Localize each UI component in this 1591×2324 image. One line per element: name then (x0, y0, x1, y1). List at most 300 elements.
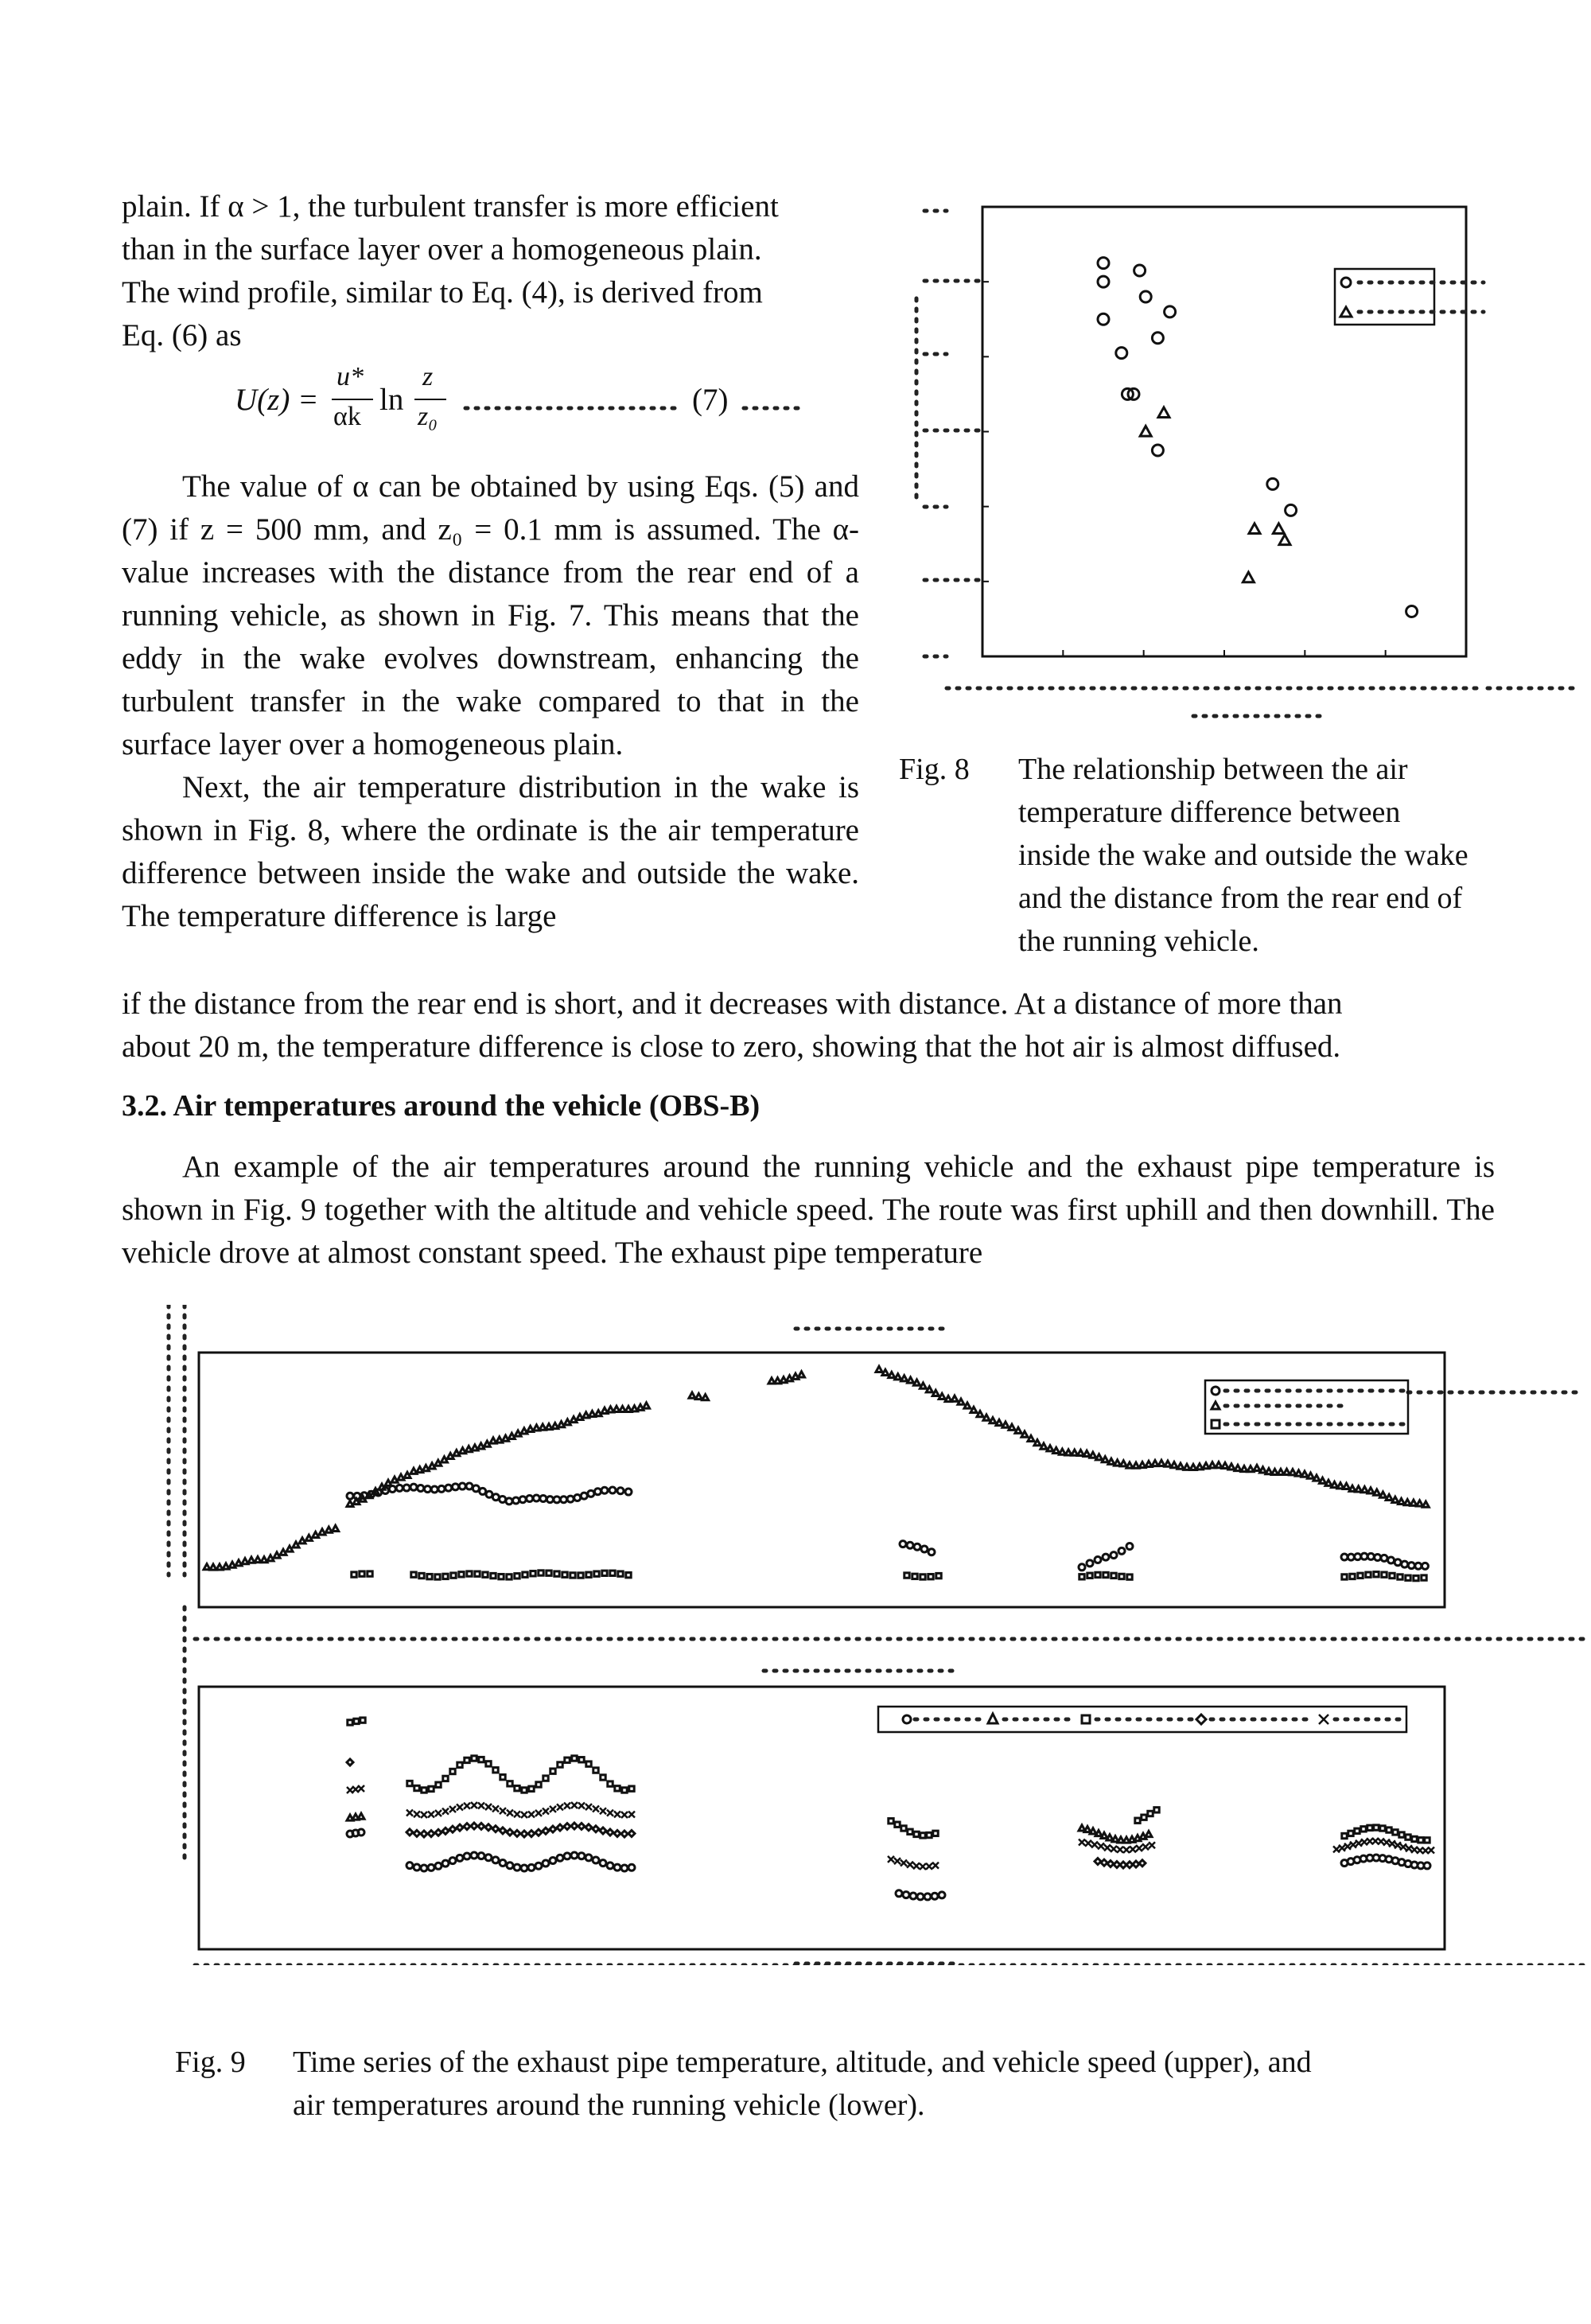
fig9-air-temp-point (535, 1863, 542, 1869)
fig9-altitude-point (1096, 1454, 1103, 1460)
fig8-point (1098, 258, 1109, 269)
fig9-speed-point (1087, 1573, 1092, 1578)
fig9-air-temp-point (564, 1803, 570, 1809)
fig9-speed-point (1119, 1574, 1124, 1579)
fig9-air-temp-point (347, 1759, 353, 1765)
fig9-exhaust-point (900, 1541, 906, 1547)
fig9-altitude-point (1296, 1470, 1302, 1476)
fig9-air-temp-point (607, 1829, 613, 1835)
fig9-air-temp-point (1154, 1808, 1159, 1812)
fig9-exhaust-point (554, 1497, 560, 1503)
fig9-air-temp-point (442, 1828, 449, 1834)
fig9-exhaust-point (540, 1495, 547, 1501)
fig9-air-temp-point (564, 1824, 570, 1830)
fig9-altitude-point (1041, 1443, 1047, 1449)
fig9-lower-legend (878, 1707, 1406, 1732)
fig9-lower-legend-marker-square (1082, 1715, 1090, 1723)
fig9-altitude-point (908, 1377, 914, 1383)
fig9-speed-point (928, 1574, 933, 1579)
fig9-speed-point (936, 1573, 941, 1578)
fig9-exhaust-point (1388, 1557, 1395, 1563)
fig9-altitude-point (210, 1564, 216, 1570)
fig9-air-temp-point (347, 1787, 353, 1793)
fig8-point (1158, 407, 1169, 418)
fig8-point (1406, 606, 1418, 617)
fig9-air-temp-point (464, 1853, 470, 1859)
fig9-altitude-point (1417, 1501, 1423, 1506)
fig9-speed-point (1079, 1575, 1084, 1579)
fig9-air-temp-point (557, 1804, 563, 1810)
fig9-air-temp-point (414, 1785, 419, 1790)
fig9-altitude-point (932, 1390, 939, 1396)
fig9-air-temp-point (1424, 1863, 1430, 1869)
fig9-chart (0, 1305, 1591, 1965)
fig9-air-temp-point (1101, 1832, 1107, 1838)
fig9-exhaust-point (418, 1485, 424, 1492)
fig9-altitude-point (1266, 1468, 1272, 1473)
fig9-air-temp-point (608, 1781, 613, 1786)
fig9-exhaust-point (907, 1542, 913, 1548)
fig9-air-temp-point (1107, 1835, 1113, 1840)
fig9-exhaust-point (601, 1487, 608, 1493)
fig9-air-temp-point (1418, 1838, 1423, 1843)
fig9-air-temp-point (564, 1853, 570, 1859)
fig9-air-temp-point (492, 1857, 499, 1863)
fig9-air-temp-point (572, 1756, 577, 1761)
text-line: if the distance from the rear end is short, and it decreases with distance. At a distance of more than (122, 987, 1343, 1021)
fig9-air-temp-point (500, 1808, 506, 1814)
fig9-air-temp-point (908, 1829, 912, 1834)
fig9-altitude-point (1034, 1440, 1041, 1446)
equation-numerator-1: u* (336, 362, 364, 391)
fig9-air-temp-point (1374, 1825, 1379, 1830)
fig9-air-temp-point (485, 1824, 492, 1831)
fig9-exhaust-point (389, 1485, 395, 1492)
fig9-air-temp-point (485, 1855, 492, 1861)
fig9-air-temp-point (407, 1781, 412, 1785)
fig9-speed-point (515, 1574, 519, 1579)
fig9-air-temp-point (449, 1858, 456, 1864)
fig9-speed-point (1111, 1573, 1116, 1578)
fig9-air-temp-point (435, 1863, 442, 1869)
fig9-air-temp-point (1425, 1838, 1430, 1843)
fig9-altitude-point (1349, 1485, 1356, 1491)
fig9-altitude-point (1047, 1446, 1053, 1451)
fig8-point (1267, 478, 1278, 489)
fig9-speed-point (360, 1571, 364, 1576)
fig9-altitude-point (1332, 1481, 1338, 1487)
fig9-altitude-point (1108, 1458, 1114, 1464)
equation-denominator-2: z₀ (418, 402, 438, 431)
fig9-air-temp-point (1107, 1861, 1114, 1867)
fig9-lower-plot-frame (199, 1687, 1445, 1949)
fig9-air-temp-point (593, 1768, 598, 1773)
fig9-air-temp-point (629, 1786, 634, 1791)
fig9-air-temp-point (1091, 1841, 1098, 1847)
fig9-air-temp-point (535, 1810, 542, 1816)
fig9-altitude-point (1313, 1475, 1320, 1481)
fig9-speed-point (1127, 1575, 1132, 1579)
fig9-air-temp-point (622, 1788, 627, 1793)
fig9-altitude-point (1308, 1473, 1314, 1478)
fig9-air-temp-point (550, 1806, 556, 1812)
fig9-air-temp-point (507, 1829, 513, 1835)
fig9-altitude-point (1126, 1462, 1133, 1468)
fig9-altitude-point (1398, 1498, 1405, 1504)
fig9-air-temp-point (348, 1720, 352, 1725)
fig9-altitude-point (1184, 1464, 1190, 1470)
fig9-exhaust-point (410, 1484, 417, 1490)
fig9-air-temp-point (1333, 1846, 1340, 1852)
fig9-altitude-point (1222, 1462, 1228, 1468)
fig9-speed-point (618, 1571, 623, 1576)
left-column-top (122, 185, 859, 357)
fig9-altitude-point (1177, 1463, 1184, 1469)
fig9-upper-legend-marker-circle (1212, 1387, 1220, 1395)
fig9-altitude-point (1241, 1466, 1247, 1471)
fig9-speed-point (507, 1575, 512, 1579)
fig9-altitude-point (939, 1393, 945, 1399)
fig9-air-temp-point (1123, 1847, 1130, 1853)
fig9-speed-point (1366, 1572, 1371, 1577)
fig9-speed-point (435, 1575, 440, 1579)
fig9-altitude-point (964, 1403, 971, 1408)
fig9-air-temp-point (628, 1864, 635, 1870)
fig9-air-temp-point (550, 1857, 556, 1863)
fig9-air-temp-point (907, 1862, 913, 1868)
fig9-exhaust-point (480, 1488, 486, 1494)
fig9-speed-point (562, 1572, 567, 1577)
fig9-speed-point (1342, 1575, 1347, 1579)
fig9-speed-point (920, 1575, 925, 1579)
paragraph: An example of the air temperatures around the running vehicle and the exhaust pipe temperature is shown in Fig. 9 together with the altitude and vehicle speed. The route was first uphill and then downhill. The vehicle drove at almost constant speed. The exhaust pipe temperature (122, 1150, 1495, 1270)
fig9-exhaust-point (1111, 1552, 1117, 1559)
fig9-exhaust-point (1367, 1553, 1374, 1559)
fig9-air-temp-point (571, 1823, 578, 1829)
fig9-air-temp-point (628, 1811, 635, 1817)
fig9-exhaust-point (347, 1493, 353, 1499)
fig9-upper-legend (1205, 1380, 1408, 1434)
fig9-air-temp-point (358, 1813, 364, 1819)
fig9-altitude-point (951, 1396, 958, 1401)
fig8-legend (1335, 269, 1484, 325)
fig9-air-temp-point (1389, 1840, 1395, 1847)
fig8-point (1249, 524, 1260, 534)
fig9-altitude-point (1392, 1497, 1398, 1502)
fig9-altitude-point (1216, 1462, 1222, 1468)
fig9-air-temp-point (457, 1824, 463, 1831)
fig9-exhaust-point (1408, 1563, 1414, 1569)
fig9-air-temp-point (939, 1892, 945, 1898)
fig9-air-temp-point (407, 1829, 413, 1835)
fig9-air-temp-point (621, 1865, 628, 1871)
fig9-speed-point (451, 1573, 456, 1578)
fig9-altitude-point (1422, 1501, 1429, 1507)
fig9-air-temp-point (414, 1811, 420, 1817)
fig9-speed-point (1406, 1575, 1410, 1580)
fig9-exhaust-point (1361, 1553, 1367, 1559)
fig9-air-temp-point (889, 1819, 893, 1824)
fig9-altitude-point (926, 1387, 932, 1392)
fig9-upper-legend-marker-square (1212, 1420, 1220, 1428)
fig9-air-temp-point (593, 1826, 599, 1832)
fig9-air-temp-point (528, 1864, 535, 1870)
fig9-air-temp-point (1079, 1839, 1085, 1846)
fig9-air-temp-point (1342, 1833, 1347, 1838)
fig8-point (1152, 333, 1163, 344)
fig9-speed-point (1414, 1575, 1418, 1580)
fig9-air-temp-point (1380, 1826, 1385, 1831)
fig9-air-temp-point (557, 1824, 563, 1831)
fig9-altitude-point (958, 1399, 964, 1404)
paragraph: The value of α can be obtained by using Eqs. (5) and (7) if z = 500 mm, and z₀ = 0.1 mm is assumed. The α-value increases with the distance from the rear end of a running vehicle, as shown in Fig. 7. This means that the eddy in the wake evolves downstream, enhancing the turbulent transfer in the wake compared to that in the surface layer over a homogeneous plain. (122, 469, 859, 761)
fig9-altitude-point (644, 1403, 650, 1408)
fig9-speed-point (368, 1571, 372, 1576)
fig9-air-temp-point (585, 1855, 592, 1861)
fig9-air-temp-point (457, 1855, 463, 1861)
fig9-air-temp-point (465, 1758, 469, 1762)
fig9-air-temp-point (600, 1860, 606, 1867)
fig9-air-temp-point (578, 1803, 585, 1809)
fig9-air-temp-point (1104, 1844, 1111, 1851)
fig9-altitude-point (1083, 1450, 1090, 1456)
fig9-air-temp-point (428, 1864, 434, 1870)
fig9-air-temp-point (600, 1808, 606, 1814)
fig9-altitude-point (695, 1393, 702, 1399)
fig9-air-temp-point (421, 1831, 427, 1837)
equation-numerator-2: z (422, 362, 434, 391)
fig9-air-temp-point (457, 1762, 462, 1767)
fig9-air-temp-point (1101, 1859, 1107, 1866)
fig9-air-temp-point (428, 1812, 434, 1818)
fig9-air-temp-point (1146, 1831, 1152, 1836)
fig9-speed-point (352, 1572, 356, 1577)
fig9-exhaust-point (914, 1543, 920, 1550)
fig9-exhaust-point (1348, 1554, 1354, 1560)
fig9-air-temp-point (910, 1893, 916, 1899)
fig9-air-temp-point (1111, 1846, 1117, 1852)
fig9-air-temp-point (500, 1859, 506, 1866)
fig9-exhaust-point (617, 1488, 624, 1494)
fig9-speed-point (626, 1572, 631, 1577)
fig9-speed-point (1095, 1572, 1100, 1577)
fig8-caption-text: The relationship between the air temperature difference between inside the wake and outside the wake and the distance from the rear end of the running vehicle. (1018, 753, 1468, 958)
fig9-air-temp-point (479, 1757, 484, 1761)
fig9-exhaust-point (1103, 1554, 1109, 1560)
fig9-caption-label: Fig. 9 (175, 2046, 246, 2079)
fig9-altitude-point (1120, 1461, 1126, 1466)
fig9-air-temp-point (485, 1804, 492, 1810)
fig8-point (1286, 504, 1297, 516)
fig9-speed-point (1390, 1573, 1395, 1578)
fig9-speed-point (904, 1573, 909, 1578)
fig9-air-temp-point (421, 1812, 427, 1818)
fig9-altitude-point (1102, 1457, 1108, 1462)
fig9-speed-point (610, 1571, 615, 1575)
fig9-air-temp-point (614, 1864, 620, 1870)
fig9-altitude-point (1165, 1461, 1171, 1466)
fig9-exhaust-point (1118, 1547, 1125, 1554)
fig9-altitude-point (1410, 1500, 1417, 1505)
fig8-axis-leader-dots (916, 211, 1575, 716)
fig8-point (1152, 445, 1163, 456)
fig9-air-temp-point (528, 1831, 535, 1837)
fig9-altitude-point (996, 1419, 1002, 1425)
fig9-speed-point (554, 1571, 559, 1576)
fig9-lower-legend-marker-cross (1319, 1715, 1328, 1724)
fig9-upper-legend-marker-triangle (1212, 1402, 1220, 1409)
fig9-altitude-point (876, 1366, 882, 1372)
fig9-air-temp-point (492, 1826, 499, 1832)
fig9-speed-point (411, 1572, 416, 1577)
fig9-air-temp-point (614, 1830, 620, 1836)
fig9-altitude-point (1361, 1487, 1367, 1493)
fig9-air-temp-point (358, 1829, 364, 1835)
fig9-altitude-point (1290, 1470, 1296, 1475)
fig9-air-temp-point (1355, 1828, 1360, 1833)
text-line: than in the surface layer over a homogeneous plain. (122, 232, 762, 267)
fig9-air-temp-point (565, 1758, 570, 1762)
fig9-air-temp-point (926, 1863, 932, 1870)
fig9-air-temp-point (443, 1776, 448, 1781)
fig9-air-temp-point (507, 1810, 513, 1816)
fig9-altitude-point (1254, 1465, 1260, 1470)
fig9-air-temp-point (607, 1863, 613, 1869)
fig9-air-temp-point (1383, 1839, 1390, 1846)
fig9-air-temp-point (478, 1802, 484, 1808)
fig9-air-temp-point (428, 1831, 434, 1837)
fig9-altitude-point (1053, 1447, 1060, 1453)
fig9-air-temp-point (1139, 1860, 1146, 1867)
fig9-air-temp-point (1350, 1842, 1356, 1848)
fig9-air-temp-point (521, 1831, 527, 1837)
fig9-air-temp-point (1148, 1811, 1153, 1816)
fig9-altitude-point (689, 1392, 695, 1398)
fig9-altitude-point (990, 1418, 996, 1423)
fig9-caption-line1: Time series of the exhaust pipe temperature, altitude, and vehicle speed (upper), and (293, 2046, 1312, 2079)
fig9-air-temp-point (578, 1853, 585, 1859)
fig9-speed-point (578, 1573, 583, 1578)
fig9-air-temp-point (894, 1858, 901, 1864)
fig9-air-temp-point (421, 1865, 427, 1871)
fig9-speed-point (1358, 1573, 1363, 1578)
fig9-air-temp-point (628, 1831, 635, 1837)
fig9-exhaust-point (425, 1486, 431, 1493)
fig8-legend-marker-triangle (1340, 307, 1352, 317)
fig9-altitude-point (1015, 1427, 1021, 1433)
fig9-altitude-point (1009, 1424, 1015, 1430)
fig9-altitude-point (398, 1474, 404, 1480)
fig9-exhaust-point (1395, 1559, 1401, 1566)
fig9-speed-point (1374, 1572, 1379, 1577)
fig9-air-temp-point (896, 1890, 902, 1897)
fig9-air-temp-point (600, 1828, 606, 1834)
fig9-air-temp-point (901, 1859, 907, 1866)
fig9-air-temp-point (585, 1804, 592, 1810)
fig9-altitude-point (1077, 1450, 1083, 1455)
fig9-altitude-point (333, 1525, 339, 1531)
fig9-air-temp-point (486, 1761, 491, 1766)
fig9-speed-point (1398, 1575, 1402, 1579)
fig9-speed-point (491, 1573, 496, 1578)
fig9-exhaust-point (396, 1485, 403, 1491)
fig9-air-temp-point (917, 1894, 924, 1900)
fig9-air-temp-point (1428, 1847, 1434, 1853)
fig9-exhaust-point (1355, 1554, 1361, 1560)
fig9-air-temp-point (550, 1826, 556, 1832)
fig9-air-temp-point (1090, 1828, 1096, 1834)
fig9-speed-point (443, 1574, 448, 1579)
fig9-exhaust-point (513, 1497, 519, 1504)
fig9-air-temp-point (1117, 1847, 1123, 1853)
fig9-air-temp-point (1095, 1859, 1101, 1865)
fig9-air-temp-point (472, 1756, 477, 1761)
fig9-exhaust-point (567, 1496, 574, 1502)
fig9-air-temp-point (888, 1856, 894, 1863)
fig9-exhaust-point (438, 1485, 445, 1492)
fig9-exhaust-point (594, 1489, 601, 1495)
fig9-speed-point (523, 1572, 527, 1577)
fig9-air-temp-point (471, 1802, 477, 1808)
fig9-air-temp-point (933, 1831, 938, 1835)
fig8-point (1273, 524, 1284, 534)
fig9-air-temp-point (1406, 1845, 1412, 1851)
fig9-air-temp-point (515, 1785, 519, 1790)
fig9-altitude-point (1301, 1471, 1308, 1477)
fig9-air-temp-point (1400, 1843, 1406, 1850)
fig9-altitude-point (1090, 1452, 1096, 1458)
fig9-altitude-point (1158, 1460, 1165, 1466)
fig9-air-temp-point (571, 1852, 578, 1859)
fig9-air-temp-point (578, 1823, 585, 1829)
fig9-lower-legend-marker-triangle (988, 1714, 998, 1723)
left-column-body (122, 465, 859, 938)
fig9-air-temp-point (1395, 1842, 1401, 1848)
fig9-air-temp-point (927, 1832, 932, 1837)
fig9-altitude-point (1379, 1492, 1386, 1497)
fig9-air-temp-point (1356, 1840, 1362, 1847)
fig9-air-temp-point (571, 1802, 578, 1808)
fig9-exhaust-point (1095, 1557, 1101, 1563)
fig8-plot-frame (982, 207, 1466, 656)
fig9-air-temp-point (1361, 1827, 1366, 1832)
fig9-speed-point (419, 1573, 424, 1578)
fig9-speed-point (467, 1571, 472, 1576)
fig9-speed-point (594, 1571, 599, 1576)
fig9-air-temp-point (1348, 1831, 1353, 1835)
fig9-air-temp-point (529, 1786, 534, 1791)
fig9-air-temp-point (493, 1768, 498, 1773)
fig9-exhaust-point (459, 1483, 465, 1489)
fig9-air-temp-point (442, 1860, 449, 1867)
fig9-air-temp-point (1135, 1818, 1140, 1823)
equation-denominator-1: αk (333, 402, 361, 431)
fig9-air-temp-point (429, 1786, 434, 1791)
fig9-air-temp-point (558, 1762, 562, 1767)
fig9-altitude-point (983, 1415, 990, 1420)
fig9-axis-leader-dots (169, 1305, 1583, 1965)
fig9-air-temp-point (932, 1893, 938, 1899)
fig9-exhaust-point (466, 1483, 473, 1489)
fig9-air-temp-point (550, 1769, 555, 1773)
fig9-air-temp-point (535, 1829, 542, 1835)
fig9-air-temp-point (435, 1829, 442, 1835)
fig9-exhaust-point (547, 1497, 553, 1503)
fig9-air-temp-point (607, 1810, 613, 1816)
fig9-exhaust-point (431, 1486, 438, 1493)
fig9-air-temp-point (360, 1718, 365, 1723)
fig9-air-temp-point (422, 1788, 426, 1793)
